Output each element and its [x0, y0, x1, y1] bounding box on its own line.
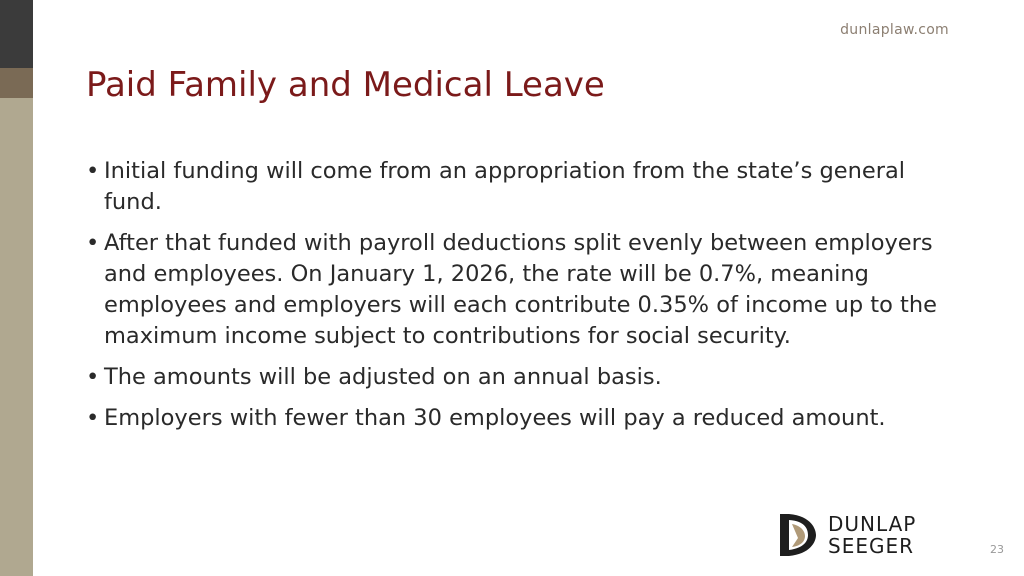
bullet-item [86, 228, 946, 352]
bullet-text: Initial funding will come from an appropriation from the state’s general fund. [104, 158, 905, 215]
bullet-text: Employers with fewer than 30 employees will pay a reduced amount. [104, 405, 886, 431]
bullet-dot: • [86, 230, 100, 256]
bullet-text: After that funded with payroll deductions split evenly between employers and employees. On January 1, 2026, the rate will be 0.7%, meaning employees and employers will each contribute 0.35% of income up to the maximum income subject to contributions for social security. [104, 230, 937, 349]
page-number: 23 [990, 543, 1004, 556]
bullet-item [86, 156, 946, 218]
site-url: dunlaplaw.com [840, 22, 949, 38]
bullet-list [86, 156, 946, 444]
bullet-item [86, 403, 946, 434]
bullet-dot: • [86, 405, 100, 431]
dunlap-seeger-logo-mark-icon [778, 514, 818, 556]
side-accent-dark [0, 0, 33, 68]
bullet-item [86, 362, 946, 393]
slide-title: Paid Family and Medical Leave [86, 65, 605, 105]
bullet-dot: • [86, 158, 100, 184]
bullet-text: The amounts will be adjusted on an annual basis. [104, 364, 662, 390]
side-accent-mid [0, 68, 33, 98]
dunlap-seeger-logo [778, 512, 958, 558]
bullet-dot: • [86, 364, 100, 390]
logo-word-dunlap: DUNLAP [828, 512, 917, 536]
side-accent-bar [0, 0, 33, 576]
logo-word-seeger: SEEGER [828, 534, 914, 558]
